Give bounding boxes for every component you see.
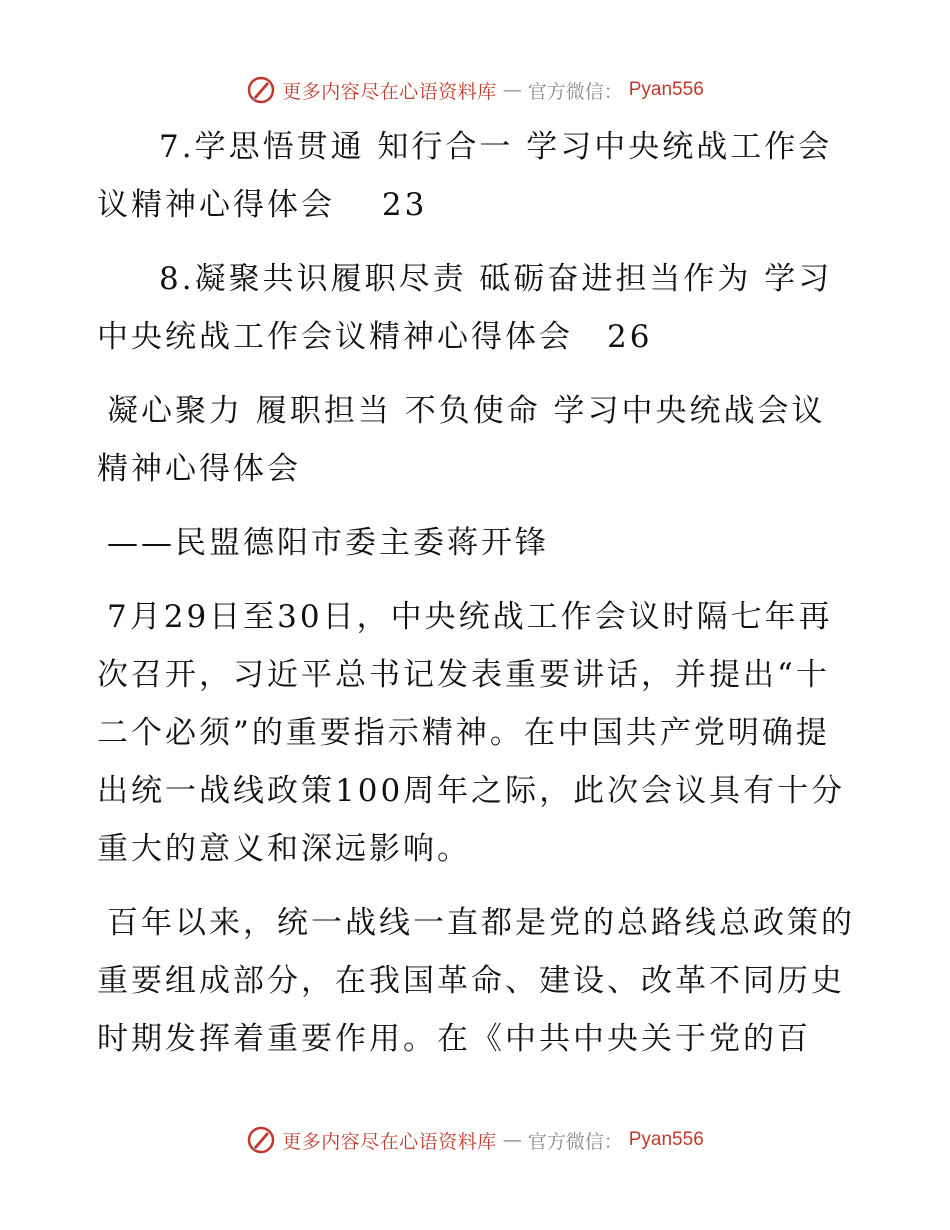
watermark-separator: —: [502, 1129, 522, 1151]
toc-item-8: 8.凝聚共识履职尽责 砥砺奋进担当作为 学习中央统战工作会议精神心得体会 26: [97, 261, 833, 355]
watermark-text: 更多内容尽在心语资料库: [282, 80, 497, 103]
watermark-text: 更多内容尽在心语资料库: [282, 1130, 497, 1153]
body-paragraph-1: 7月29日至30日，中央统战工作会议时隔七年再次召开，习近平总书记发表重要讲话，并提出“十二个必须”的重要指示精神。在中国共产党明确提出统一战线政策100周年之际，此次会议具有十分重大的意义和深远影响。: [97, 599, 846, 867]
watermark-separator: —: [502, 79, 522, 101]
wechat-label: 官方微信：: [527, 1130, 623, 1153]
toc-item-7: 7.学思悟贯通 知行合一 学习中央统战工作会议精神心得体会 23: [97, 129, 833, 223]
article-title: 凝心聚力 履职担当 不负使命 学习中央统战会议精神心得体会: [97, 393, 826, 487]
footer-watermark-banner: [0, 1120, 950, 1160]
wechat-id: Pyan556: [628, 79, 704, 100]
quill-logo-icon: [246, 1125, 276, 1155]
body-paragraph-2: 百年以来，统一战线一直都是党的总路线总政策的重要组成部分，在我国革命、建设、改革不同历史时期发挥着重要作用。在《中共中央关于党的百: [97, 905, 855, 1057]
header-watermark-banner: [0, 70, 950, 110]
quill-logo-icon: [246, 75, 276, 105]
document-body: [97, 118, 857, 1068]
wechat-id: Pyan556: [628, 1129, 704, 1150]
wechat-label: 官方微信：: [527, 80, 623, 103]
article-author: ——民盟德阳市委主委蒋开锋: [107, 525, 549, 561]
